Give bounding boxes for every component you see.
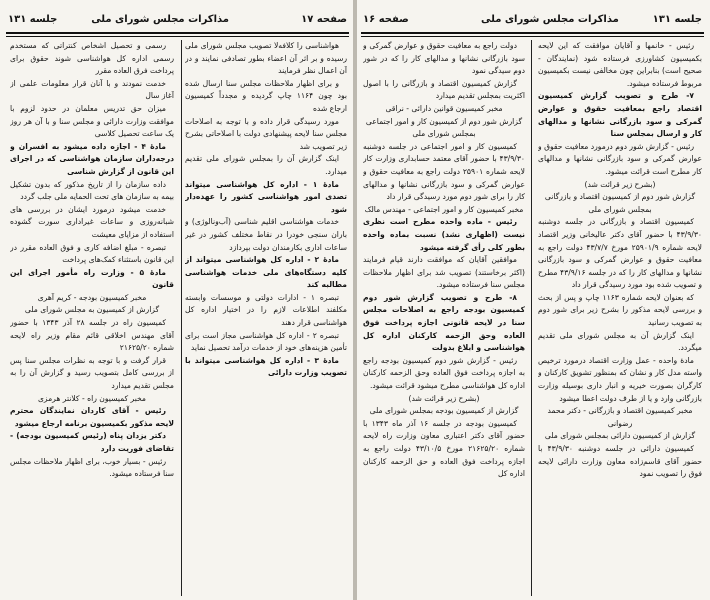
paragraph: کمیسیون کار و امور اجتماعی در جلسه دوشنبه ۴۳/۹/۳۰ با حضور آقای معتمد حسابداری وزارت کار لایحه شماره ۲۵۹۰۱ دولت راجع به معافیت حقوق و عوارض گمرکی و سود بازرگانی نشانها و مدالهای کار را برای شور دوم مورد رسیدگی قرار داد [363, 141, 525, 202]
paragraph: هواشناسی را کلافه‌لا تصویب مجلس شورای ملی رسیده و بر اثر آن اعضاء بطور تصادفی نمایند و در آن اعمال نظر فرمایند [185, 41, 347, 76]
paragraph: و برای اظهار ملاحظات مجلس سنا ارسال شده بود چون ۱۱۶۴ چاپ گردیده و مجدداً کمیسیون ارجاع شده [185, 78, 347, 113]
paragraph: مادۀ ۵ - وزارت راه مأمور اجرای این قانون [10, 267, 174, 290]
paragraph: مخبر کمیسیون اقتصاد و بازرگانی - دکتر محمد رضوانی [547, 406, 693, 428]
paragraph: میزان حق تدریس معلمان در حدود لزوم با موافقت وزارت دارائی و مجلس سنا و با آن هر روز یک ساعت تحصیل کلاسی [10, 103, 174, 139]
paragraph: مادۀ ۱ - اداره کل هواشناسی میتواند تصدی امور هواشناسی کشور را عهده‌دار شود [185, 179, 347, 214]
left-page-number: صفحه ۱۷ [301, 14, 347, 25]
paragraph: مخبر کمیسیون قوانین دارائی - نراقی [385, 103, 503, 113]
paragraph: (بشرح زیر قرائت شد) [584, 179, 656, 189]
paragraph: ۸- طرح و تصویب گزارش شور دوم کمیسیون بودجه راجع به اصلاحات مجلس سنا در لایحه قانونی اجازه پرداخت فوق العاده وحق الزحمه کارکنان اداره کل هواشناسی و ابلاغ بدولت [363, 292, 525, 353]
paragraph: رئیس - گزارش شور دوم کمیسیون بودجه راجع به اجازه پرداخت فوق العاده وحق الزحمه کارکنان اداره کل هواشناسی مطرح میشود قرائت میشود. [363, 355, 525, 391]
paragraph: اینک گزارش آن را بمجلس شورای ملی تقدیم میدارد. [185, 154, 347, 176]
right-page-number: صفحه ۱۶ [363, 14, 409, 25]
paragraph: مادۀ ۳ - اداره کل هواشناسی میتواند با تصویب وزارت دارائی [185, 355, 347, 378]
right-page-title: مذاکرات مجلس شورای ملی [481, 14, 619, 25]
paragraph: گزارش شور دوم از کمیسیون اقتصاد و بازرگانی بمجلس شورای ملی [544, 192, 696, 214]
paragraph: گزارش کمیسیون اقتصاد و بازرگانی را با اصول اکثریت بمجلس تقدیم میدارد [363, 78, 525, 101]
left-header-rule [6, 32, 349, 34]
paragraph: دکتر یزدان پناه (رئیس کمیسیون بودجه) - تقاضای فوریت دارد [10, 431, 174, 453]
right-header-rule-thin [361, 36, 704, 37]
paragraph: خدمات هواشناسی اقلیم شناسی (آب‌ونالوژی) و باران سنجی خودرا در نقاط مختلف کشور در غیر ساعات اداری بکارمندان دولت بپردازد [185, 217, 347, 252]
paragraph: مورد رسیدگی قرار داده و با توجه به اصلاحات مجلس سنا لایحه پیشنهادی دولت با اصلاحاتی بشرح زیر تصویب شد [185, 116, 347, 151]
paragraph: (بشرح زیر قرائت شد) [408, 393, 480, 403]
left-page-right-column [185, 40, 347, 600]
paragraph: کمیسیون راه در جلسه ۲۸ آذر ۱۳۴۳ با حضور آقای مهندس اخلاقی قائم مقام وزیر راه لایحه شماره ۲۱۶۲۵/۲۰ [10, 318, 174, 353]
paragraph: خدمت نمودند و با آنان قرار معلومات علمی از آغاز سال [10, 78, 174, 101]
paragraph: رئیس - خانمها و آقایان موافقت که این لایحه بکمیسیون کشاورزی فرستاده شود (نمایندگان - صحیح است) بنابراین چون مخالفی نیست بکمیسیون مربوط فرستاده میشود. [538, 41, 702, 88]
paragraph: کمیسیون دارائی در جلسه دوشنبه ۴۳/۹/۳۰ با حضور آقای قاسم‌زاده معاون وزارت دارائی لایحه فوق را تصویب نمود [538, 444, 702, 479]
paragraph: اینک گزارش آن به مجلس شورای ملی تقدیم میگردد. [538, 330, 702, 353]
paragraph: گزارش شور دوم از کمیسیون کار و امور اجتماعی بمجلس شورای ملی [365, 116, 523, 139]
paragraph: مادۀ ۴ - اجازه داده میشود به افسران و درجه‌داران سازمان هواشناسی که در اجرای این قانون از گزارش شناسی [10, 141, 174, 176]
paragraph: مخبر کمیسیون کار و امور اجتماعی - مهندس مالک [364, 204, 524, 214]
paragraph: تبصره - مبلغ اضافه کاری و فوق العاده مقرر در این قانون باستثناء کمک‌های پرداخت [10, 242, 174, 265]
paragraph: خدمت میشود درمورد ایشان در بررسی های شبانه‌روزی و ساعات غیراداری سورت گشوده استفاده از مزایای معیشت [10, 204, 174, 239]
left-header-rule-thin [6, 36, 349, 37]
left-page-left-column [10, 40, 174, 600]
paragraph: مادۀ واحده - عمل وزارت اقتصاد درمورد ترخیص واسته مدل کار و نشان که بمنظور تشویق کارکنان و کارگران بصورت خیریه و انبار داری بوسیله وزارت بازرگانی وارد و یا از طرف دولت اعطا میشود [538, 355, 702, 403]
paragraph: دولت راجع به معافیت حقوق و عوارض گمرکی و سود بازرگانی نشانها و مدالهای کار را که در شور دوم سیدگی نمود [363, 41, 525, 76]
paragraph: رسمی و تحصیل اشخاص کنتراتی که مستخدم رسمی اداره کل هواشناسی شوند حقوق برای پرداخت فرق العاده مقرر [10, 41, 174, 76]
paragraph: رئیس - بسیار خوب، برای اظهار ملاحظات مجلس سنا فرستاده میشود. [10, 456, 174, 479]
paragraph: قرار گرفت و با توجه به نظرات مجلس سنا پس از بررسی کامل بتصویب رسید و گزارش آن را به مجلس تقدیم میدارد [10, 355, 174, 391]
paragraph: تبصره ۱ - ادارات دولتی و موسسات وابسته مکلفند اطلاعات لازم را در اختیار اداره کل هواشناسی قرار دهند [185, 292, 347, 328]
paragraph: مخبر کمیسیون راه - کلانتر هرمزی [37, 393, 146, 403]
paragraph: رئیس - گزارش شور دوم درمورد معافیت حقوق و عوارض گمرکی و سود بازرگانی نشانها و مدالهای کار مطرح است قرائت میشود. [538, 141, 702, 176]
right-page-column-divider [531, 40, 532, 596]
paragraph: ۷- طرح و تصویب گزارش کمیسیون اقتصاد راجع بمعافیت حقوق و عوارض گمرکی و سود بازرگانی نشانها و مدالهای کار و ارسال بمجلس سنا [538, 91, 702, 139]
paragraph: کمیسیون اقتصاد و بازرگانی در جلسه دوشنبه ۴۳/۹/۳۰ با حضور آقای دکتر عالیخانی وزیر اقتصاد لایحه شماره ۲۵۹۰۱/۹ مورخ ۴۳/۷/۷ دولت راجع به معافیت حقوق و عوارض گمرکی و سود بازرگانی نشانها و مدالهای کار را که در جلسه ۴۳/۹/۱۶ مطرح و تصویب شده بود مورد رسیدگی قرار داد [538, 217, 702, 290]
left-page-header [8, 4, 347, 34]
right-page-header [363, 4, 702, 34]
paragraph: رئیس - ماده واحده مطرح است نظری نیست (اظهاری نشد) نسبت بماده واحده بطور کلی رأی گرفته میشود [363, 217, 525, 252]
left-page-column-divider [181, 40, 182, 596]
paragraph: که بعنوان لایحه شماره ۱۱۶۳ چاپ و پس از بحث و بررسی لایحه مذکور را بشرح زیر برای شور دوم به تصویب رسانید [538, 292, 702, 328]
paragraph: مادۀ ۲ - اداره کل هواشناسی میتواند از کلیه دستگاه‌های ملی خدمات هواشناسی مطالبه کند [185, 255, 347, 290]
right-page-right-column [538, 40, 702, 600]
paragraph: تبصره ۲ - اداره کل هواشناسی مجاز است برای تأمین هزینه‌های خود از خدمات درآمد تحصیل نماید [185, 330, 347, 353]
paragraph: گزارش از کمیسیون به مجلس شورای ملی [24, 305, 160, 315]
right-page [355, 0, 710, 600]
paragraph: داده سازمان را از تاریخ مذکور که بدون تشکیل بیمه به سازمان های تحت الحمایه ملی جلب گردد [10, 179, 174, 202]
paragraph: گزارش از کمیسیون دارائی بمجلس شورای ملی [544, 431, 696, 441]
right-page-left-column [363, 40, 525, 600]
left-page-title: مذاکرات مجلس شورای ملی [91, 14, 229, 25]
right-page-session: جلسه ۱۳۱ [652, 14, 702, 25]
paragraph: مخبر کمیسیون بودجه - کریم آهری [37, 292, 147, 302]
paragraph: موافقین آقایان که موافقت دارند قیام فرمایند (اکثر برخاستند) تصویب شد برای اظهار ملاحظات مجلس سنا فرستاده میشود. [363, 255, 525, 290]
left-page-session: جلسه ۱۳۱ [8, 14, 58, 25]
right-header-rule [361, 32, 704, 34]
paragraph: کمیسیون بودجه در جلسه ۱۶ آذر ماه ۱۳۴۳ با حضور آقای دکتر اعتباری معاون وزارت راه لایحه شماره ۲۱۶۲۵/۲۰ مورخ ۴۳/۱۰/۵ دولت راجع به اجازه پرداخت فوق العاده و حق الزحمه کارکنان اداره کل [363, 418, 525, 479]
paragraph: رئیس - آقای کاردان نمایندگان محترم لایحه مذکور بکمیسیون برنامه ارجاع میشود [10, 406, 174, 428]
paragraph: گزارش از کمیسیون بودجه بمجلس شورای ملی [369, 406, 519, 416]
